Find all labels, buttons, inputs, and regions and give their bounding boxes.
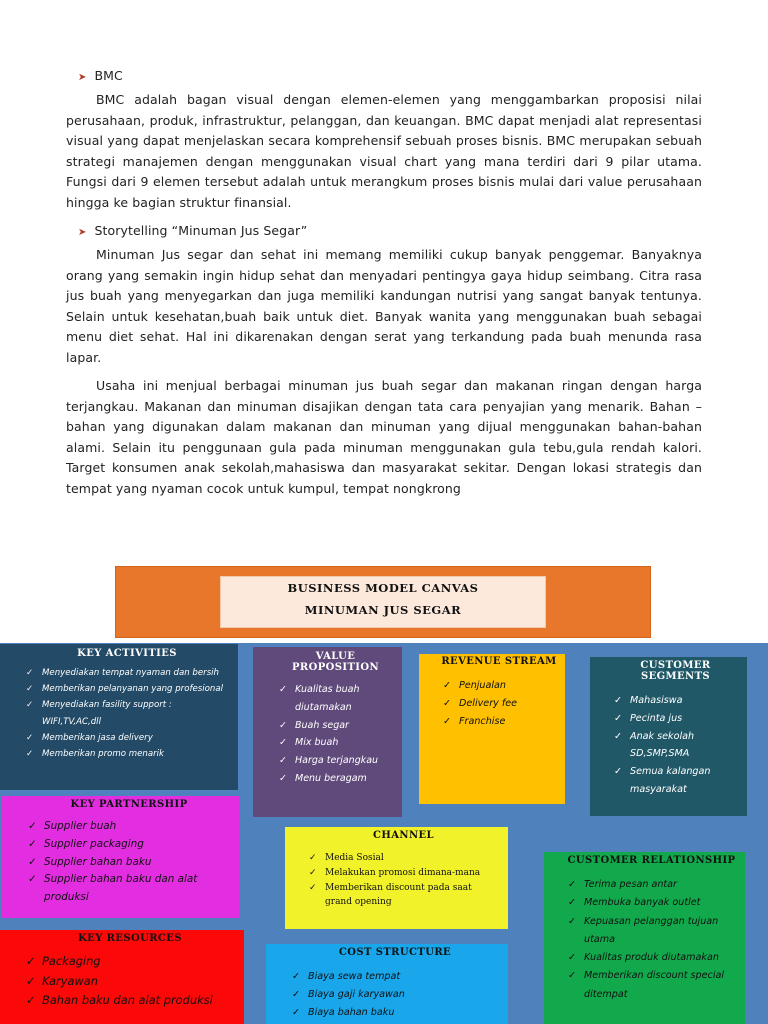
list-item: ✓ Supplier packaging bbox=[26, 836, 232, 854]
list-item: ✓ Pecinta jus bbox=[612, 710, 739, 728]
list-item: ✓ Buah segar bbox=[277, 717, 394, 735]
value-proposition-block bbox=[253, 647, 402, 817]
block-title: CHANNEL bbox=[373, 830, 434, 841]
arrow-bullet-icon: ➤ bbox=[78, 72, 87, 83]
block-title: CUSTOMER RELATIONSHIP bbox=[567, 855, 736, 866]
list-item: ✓ Franchise bbox=[441, 713, 557, 731]
list-item: ✓ Menu beragam bbox=[277, 770, 394, 788]
section-heading-bmc bbox=[78, 66, 702, 88]
list-item: ✓ Harga terjangkau bbox=[277, 752, 394, 770]
list-item: ✓ Memberikan discount pada saat grand opening bbox=[307, 881, 500, 911]
canvas-title-banner bbox=[115, 566, 651, 638]
list-item: ✓ Supplier buah bbox=[26, 818, 232, 836]
block-title: REVENUE STREAM bbox=[441, 656, 557, 667]
list-item: ✓ Kualitas buah diutamakan bbox=[277, 681, 394, 717]
key-activities-block bbox=[0, 644, 238, 790]
list-item: ✓ Biaya gaji karyawan bbox=[290, 986, 500, 1004]
arrow-bullet-icon: ➤ bbox=[78, 227, 87, 238]
list-item: ✓ Kepuasan pelanggan tujuan utama bbox=[566, 913, 737, 950]
list-item: ✓ Anak sekolah SD,SMP,SMA bbox=[612, 728, 739, 764]
list-item: ✓ Membuka banyak outlet bbox=[566, 894, 737, 912]
list-item: ✓ Memberikan promo menarik bbox=[24, 746, 230, 762]
block-title: KEY ACTIVITIES bbox=[77, 648, 177, 659]
block-title: KEY PARTNERSHIP bbox=[70, 799, 188, 810]
list-item: ✓ Terima pesan antar bbox=[566, 876, 737, 894]
list-item: ✓ Delivery fee bbox=[441, 695, 557, 713]
block-title: COST STRUCTURE bbox=[338, 947, 452, 958]
section-heading-storytelling bbox=[78, 221, 702, 243]
list-item: ✓ Biaya bahan baku bbox=[290, 1004, 500, 1022]
cost-structure-block bbox=[266, 944, 508, 1024]
customer-relationship-block bbox=[544, 852, 745, 1024]
list-item: ✓ Semua kalangan masyarakat bbox=[612, 763, 739, 799]
list-item: ✓ Memberikan pelanyanan yang profesional bbox=[24, 681, 230, 697]
paragraph-storytelling-1: Minuman Jus segar dan sehat ini memang memiliki cukup banyak penggemar. Banyaknya orang yang semakin ingin hidup sehat dan menyadari pentingya gaya hidup seimbang. Citra rasa jus buah yang menyegarkan dan juga memiliki kandungan nutrisi yang sangat banyak tentunya. Selain untuk kesehatan,buah baik untuk diet. Banyak wanita yang menggunakan buah sebagai menu diet sehat. Hal ini dikarenakan dengan serat yang terkandung pada buah menunda rasa lapar. bbox=[66, 247, 702, 365]
canvas-title: BUSINESS MODEL CANVAS bbox=[287, 581, 479, 595]
list-item: ✓ Packaging bbox=[24, 952, 236, 972]
list-item: ✓ Biaya sewa tempat bbox=[290, 968, 500, 986]
heading-text: BMC bbox=[94, 68, 123, 83]
canvas-title-box bbox=[220, 576, 546, 628]
list-item: ✓ Menyediakan fasility support : WIFI,TV,AC,dll bbox=[24, 697, 230, 729]
list-item: ✓ Memberikan discount special ditempat bbox=[566, 967, 737, 1004]
block-title: CUSTOMER SEGMENTS bbox=[640, 660, 711, 682]
canvas-subtitle: MINUMAN JUS SEGAR bbox=[304, 603, 462, 617]
document-body bbox=[66, 62, 702, 507]
list-item: ✓ Supplier bahan baku dan alat produksi bbox=[26, 871, 232, 907]
list-item: ✓ Karyawan bbox=[24, 972, 236, 992]
block-title: VALUE PROPOSITION bbox=[291, 651, 380, 673]
list-item: ✓ Supplier bahan baku bbox=[26, 854, 232, 872]
list-item: ✓ Mahasiswa bbox=[612, 692, 739, 710]
list-item: ✓ Penjualan bbox=[441, 677, 557, 695]
list-item: ✓ Mix buah bbox=[277, 734, 394, 752]
paragraph-bmc: BMC adalah bagan visual dengan elemen-elemen yang menggambarkan proposisi nilai perusahaan, produk, infrastruktur, pelanggan, dan keuangan. BMC dapat menjadi alat representasi visual yang dapat menjelaskan secara komprehensif sebuah proses bisnis. BMC merupakan sebuah strategi manajemen dengan menggunakan visual chart yang mana terdiri dari 9 pilar utama. Fungsi dari 9 elemen tersebut adalah untuk merangkum proses bisnis mulai dari value perusahaan hingga ke bagian struktur finansial. bbox=[66, 92, 702, 210]
key-partnership-block bbox=[2, 796, 240, 918]
list-item: ✓ Melakukan promosi dimana-mana bbox=[307, 866, 500, 881]
heading-text: Storytelling “Minuman Jus Segar” bbox=[94, 223, 308, 238]
list-item: ✓ Media Sosial bbox=[307, 851, 500, 866]
paragraph-storytelling-2: Usaha ini menjual berbagai minuman jus buah segar dan makanan ringan dengan harga terjangkau. Makanan dan minuman disajikan dengan tata cara penyajian yang menarik. Bahan – bahan yang digunakan dalam makanan dan minuman yang dijual menggunakan bahan-bahan alami. Selain itu penggunaan gula pada minuman menggunakan gula tebu,gula rendah kalori. Target konsumen anak sekolah,mahasiswa dan masyarakat sekitar. Dengan lokasi strategis dan tempat yang nyaman cocok untuk kumpul, tempat nongkrong bbox=[66, 378, 702, 496]
block-title: KEY RESOURCES bbox=[78, 933, 182, 944]
customer-segments-block bbox=[590, 657, 747, 816]
channel-block bbox=[285, 827, 508, 929]
revenue-stream-block bbox=[419, 654, 565, 804]
list-item: ✓ Bahan baku dan alat produksi bbox=[24, 991, 236, 1011]
list-item: ✓ Memberikan jasa delivery bbox=[24, 730, 230, 746]
list-item: ✓ Kualitas produk diutamakan bbox=[566, 949, 737, 967]
list-item: ✓ Menyediakan tempat nyaman dan bersih bbox=[24, 665, 230, 681]
key-resources-block bbox=[0, 930, 244, 1024]
